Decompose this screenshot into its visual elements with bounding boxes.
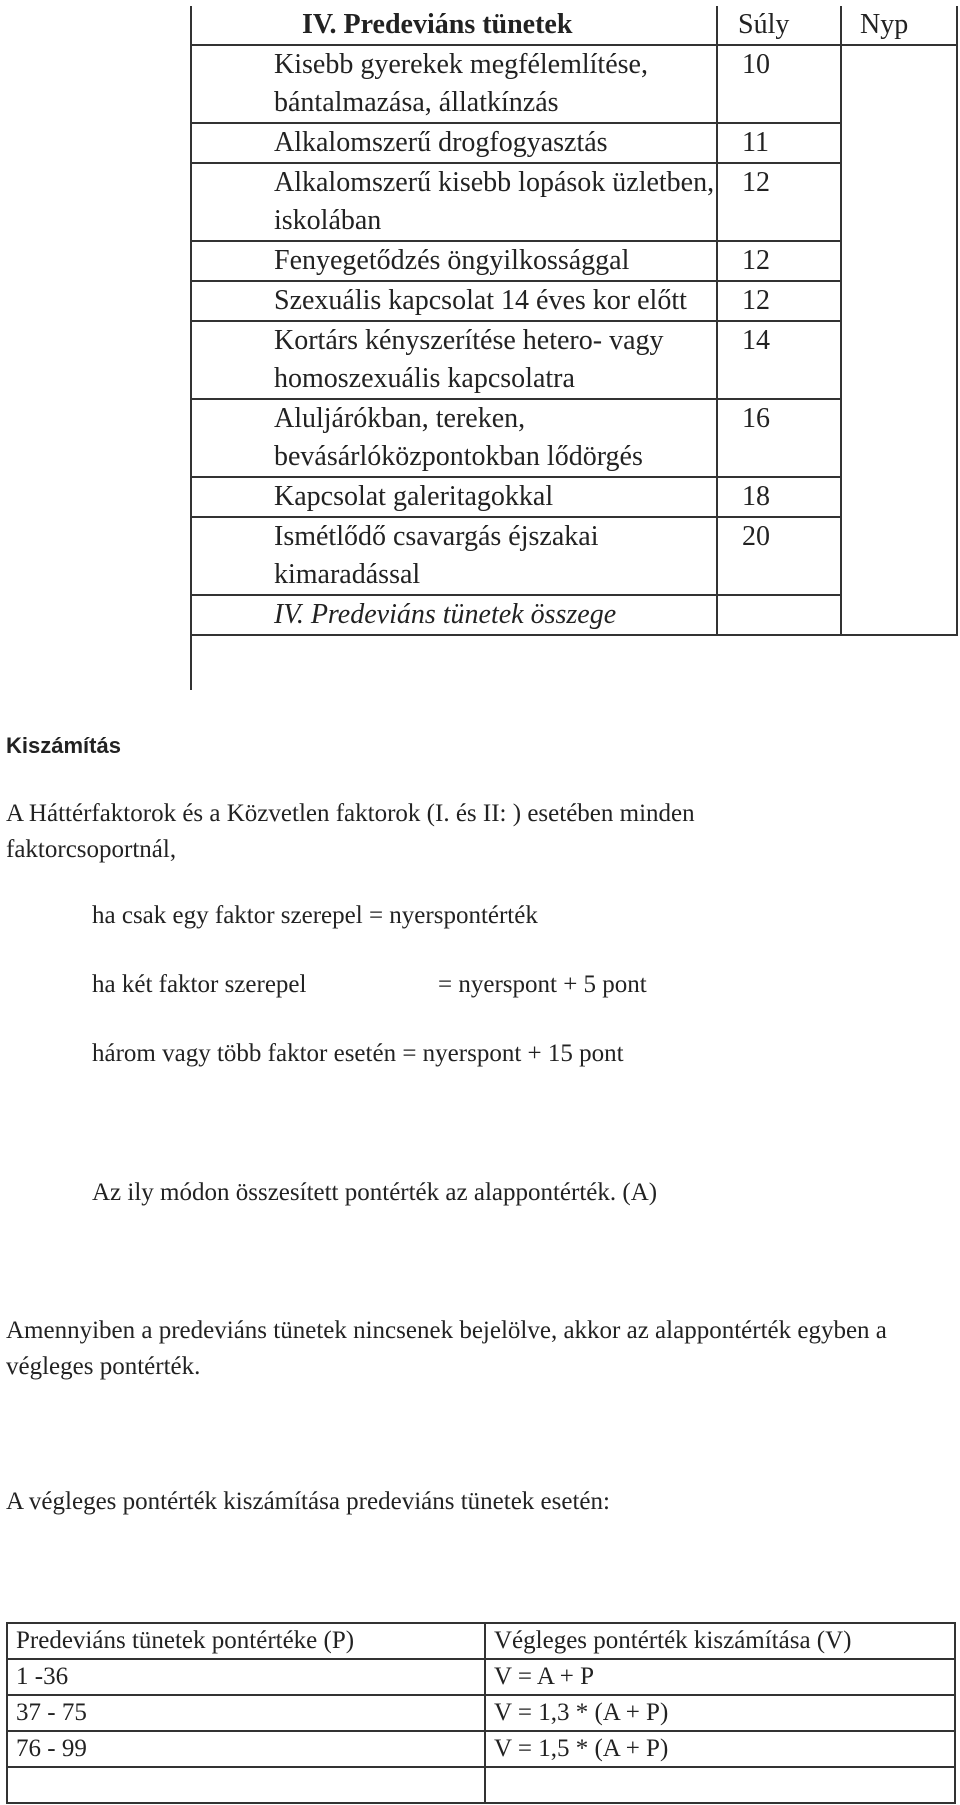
symptom-weight: 12: [717, 281, 841, 321]
nyp-cell: [841, 321, 957, 399]
table-row: [7, 1767, 955, 1803]
table-row: [190, 477, 957, 517]
symptom-name: Kisebb gyerekek megfélemlítése, bántalmazása, állatkínzás: [190, 45, 717, 123]
nyp-column-header: Nyp: [841, 6, 957, 45]
table-sum-row: [190, 595, 957, 635]
symptom-weight: 20: [717, 517, 841, 595]
points-column-header: Predeviáns tünetek pontértéke (P): [7, 1623, 485, 1659]
symptom-name: Kortárs kényszerítése hetero- vagy homoszexuális kapcsolatra: [190, 321, 717, 399]
nyp-cell: [841, 517, 957, 595]
nyp-cell: [841, 45, 957, 123]
table-row: [190, 123, 957, 163]
table-title: IV. Predeviáns tünetek: [190, 6, 717, 45]
symptom-name: Szexuális kapcsolat 14 éves kor előtt: [190, 281, 717, 321]
symptom-name: Kapcsolat galeritagokkal: [190, 477, 717, 517]
table-row: [190, 163, 957, 241]
nyp-cell: [841, 123, 957, 163]
points-range: [7, 1767, 485, 1803]
table-row: [190, 321, 957, 399]
formula: V = A + P: [485, 1659, 955, 1695]
symptom-name: Aluljárókban, tereken, bevásárlóközpontokban lődörgés: [190, 399, 717, 477]
table-row: [7, 1695, 955, 1731]
table-row: [190, 241, 957, 281]
table-row: [190, 45, 957, 123]
formula: [485, 1767, 955, 1803]
table-row: [7, 1731, 955, 1767]
symptom-weight: 11: [717, 123, 841, 163]
no-predeviant-note: Amennyiben a predeviáns tünetek nincsenek bejelölve, akkor az alappontérték egyben a végleges pontérték.: [6, 1317, 887, 1380]
table-header-row: [190, 6, 957, 45]
symptom-sum-nyp: [841, 595, 957, 635]
nyp-cell: [841, 399, 957, 477]
table-row: [7, 1659, 955, 1695]
final-score-table: [6, 1622, 956, 1804]
table-row: [190, 399, 957, 477]
points-range: 1 -36: [7, 1659, 485, 1695]
nyp-cell: [841, 163, 957, 241]
symptom-weight: 18: [717, 477, 841, 517]
formula: V = 1,3 * (A + P): [485, 1695, 955, 1731]
symptom-name: Alkalomszerű drogfogyasztás: [190, 123, 717, 163]
table-header-row: [7, 1623, 955, 1659]
calculation-heading: Kiszámítás: [6, 733, 121, 758]
final-score-heading: A végleges pontérték kiszámítása predeviáns tünetek esetén:: [6, 1488, 610, 1515]
table-left-border: [190, 6, 192, 690]
rule-two-factors: ha két faktor szerepel: [92, 971, 307, 998]
weight-column-header: Súly: [717, 6, 841, 45]
nyp-cell: [841, 281, 957, 321]
symptom-name: Fenyegetődzés öngyilkossággal: [190, 241, 717, 281]
rule-one-factor: ha csak egy faktor szerepel = nyerspontérték: [92, 902, 538, 929]
symptom-weight: 14: [717, 321, 841, 399]
table-row: [190, 517, 957, 595]
points-range: 37 - 75: [7, 1695, 485, 1731]
points-range: 76 - 99: [7, 1731, 485, 1767]
base-score-note: Az ily módon összesített pontérték az alappontérték. (A): [92, 1179, 658, 1206]
symptom-sum-label: IV. Predeviáns tünetek összege: [190, 595, 717, 635]
symptom-name: Ismétlődő csavargás éjszakai kimaradással: [190, 517, 717, 595]
symptom-weight: 12: [717, 163, 841, 241]
table-row: [190, 281, 957, 321]
nyp-cell: [841, 241, 957, 281]
symptom-name: Alkalomszerű kisebb lopások üzletben, iskolában: [190, 163, 717, 241]
nyp-cell: [841, 477, 957, 517]
formula: V = 1,5 * (A + P): [485, 1731, 955, 1767]
symptom-weight: 10: [717, 45, 841, 123]
formula-column-header: Végleges pontérték kiszámítása (V): [485, 1623, 955, 1659]
rule-three-factors: három vagy több faktor esetén = nyerspont + 15 pont: [92, 1040, 624, 1067]
intro-paragraph: A Háttérfaktorok és a Közvetlen faktorok (I. és II: ) esetében minden faktorcsoportnál,: [6, 800, 695, 863]
rule-two-factors-value: = nyerspont + 5 pont: [438, 971, 647, 998]
symptom-weight: 12: [717, 241, 841, 281]
symptom-sum-weight: [717, 595, 841, 635]
symptom-weight: 16: [717, 399, 841, 477]
predeviant-symptoms-table: [190, 6, 958, 636]
